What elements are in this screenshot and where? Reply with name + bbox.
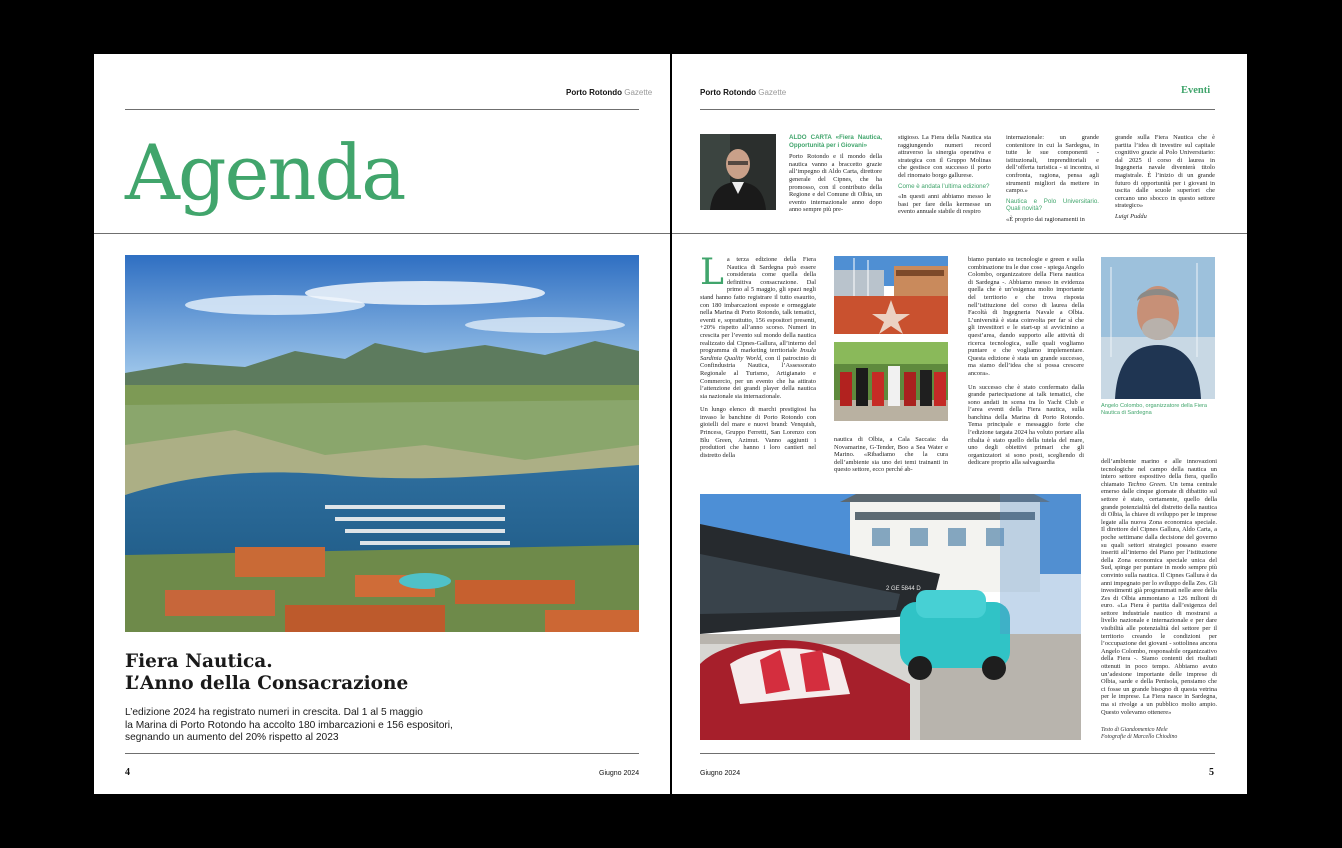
photo-credits: Testo di Giandomenico Mele Fotografie di Marcello Chiodino xyxy=(1101,727,1178,740)
boat-registration: 2 GE 5844 D xyxy=(886,586,921,592)
footer-rule xyxy=(700,753,1215,754)
article-column-4: dell’ambiente marino e alle innovazioni tecnologiche nel campo della nautica un intero settore espositivo della fiera, quello chiamato Techno Green. Un tema centrale emerso dalle cinque giornate di dibattito sul settore è stato, certamente, quello della grande potenzialità del distretto della nautica di Olbia, la chiave di sviluppo per le imprese legate alla nuova Zona economica speciale. Il direttore del Cipnes Gallura, Aldo Carta, a poche settimane dalla decisione del governo su quali settori strategici possano essere inseriti all’interno del Piano per l’istituzione della Zona economica speciale unica del Sud, spinge per puntare in modo sempre più convinto sulla nautica. Il Cipnes Gallura è da anni impegnato per lo sviluppo della Zes. Gli investimenti già programmati nelle aree della Zes di Olbia ammontano a 126 milioni di euro. «La Fiera è partita dall’esigenza del settore industriale nautico di mostrarsi a livello nazionale e internazionale e per dare visibilità alle potenzialità del settore per il territorio creando le condizioni per l’occupazione dei giovani - sottolinea ancora Angelo Colombo, responsabile organizzativo della Fiera -. Siamo contenti dei risultati ottenuti in poco tempo. Abbiamo avuto un’adesione importante delle imprese di Olbia, sarde e della Penisola, pensiamo che ci fosse un grande bisogno di questa vetrina per le imprese. La Fiera nasce in Sardegna, ma si rivolge a un pubblico molto ampio. Questo volevamo ottenere» xyxy=(1101,458,1217,716)
angelo-colombo-portrait xyxy=(1101,257,1215,399)
drop-cap: L xyxy=(700,256,724,293)
page-number: 4 xyxy=(125,767,130,778)
section-title: Agenda xyxy=(125,128,405,217)
aerial-marina-photo xyxy=(125,255,639,632)
right-page xyxy=(672,54,1247,794)
folk-dancers-photo xyxy=(834,342,948,421)
interview-column-3: internazionale: un grande contenitore in cui la Sardegna, in tutte le sue componenti - istituzionali, imprenditoriali e dell’offerta turistica - si incontra, si confronta, ragiona, pensa agli strumenti migliori da mettere in campo.» Nautica e Polo Universitario. Quali novità? «È proprio dai ragionamenti in xyxy=(1006,134,1099,223)
interview-column-1: ALDO CARTA «Fiera Nautica, Opportunità per i Giovani» Porto Rotondo e il mondo della nautica vanno a braccetto grazie all’impegno di Aldo Carta, direttore generale del Cipnes, che ha promosso, con il contributo della Regione e del Comune di Olbia, un evento internazionale anno dopo anno sempre più pre- xyxy=(789,134,882,214)
issue-date: Giugno 2024 xyxy=(700,770,741,777)
article-column-3: biamo puntato su tecnologie e green e sulla combinazione tra le due cose - spiega Angelo Colombo, organizzatore della Fiera nautica di Sardegna -. Abbiamo messo in evidenza quella che è un’esigenza molto importante del territorio e che trova risposta nell’istituzione del corso di laurea della Facoltà di Ingegneria Navale a Olbia. L’università è stata coinvolta per far sì che gli investitori e le start-up si avvicinino a quest’area, dando supporto alle attività di ricerca tecnologica, sulle quali vogliamo puntare e che vogliamo implementare. Questa edizione è stata un grande successo, ma siamo dell’idea che si possa crescere ancora». Un successo che è stato confermato dalla grande partecipazione ai talk tematici, che sono andati in scena tra lo Yacht Club e l’area eventi della Fiera nautica, sulla banchina della Marina di Porto Rotondo. Tema principale e messaggio forte che l’edizione targata 2024 ha voluto portare alla ribalta è stato quello della tutela del mare, uno degli obiettivi primari che gli organizzatori si sono posti, scegliendo di dedicare proprio alla salvaguardia xyxy=(968,256,1084,467)
interview-column-2: stigioso. La Fiera della Nautica sta raggiungendo numeri record attraverso la sinergia operativa e strategica con il Gruppo Molinas che gestisce con successo il porto del rinomato borgo gallurese. Come è andata l’ultima edizione? «In questi anni abbiamo messo le basi per fare della kermesse un evento annuale stabile di respiro xyxy=(898,134,991,216)
article-headline: Fiera Nautica. L’Anno della Consacrazione xyxy=(125,651,409,694)
section-rule xyxy=(672,233,1247,234)
boat-and-car-photo xyxy=(700,494,1081,740)
footer-rule xyxy=(125,753,639,754)
portrait-caption: Angelo Colombo, organizzatore della Fiera Nautica di Sardegna xyxy=(1101,403,1208,416)
header-rule xyxy=(700,109,1215,110)
issue-date: Giugno 2024 xyxy=(599,770,640,777)
header-rule xyxy=(125,109,639,110)
page-number: 5 xyxy=(1209,767,1214,778)
left-page xyxy=(94,54,670,794)
article-column-1: L a terza edizione della Fiera Nautica di Sardegna può essere considerata come quella della definitiva consacrazione. Dal primo al 5 maggio, gli spazi negli stand hanno fatto registrare il tutto esaurito, con 180 imbarcazioni esposte e ormeggiate nella Marina di Porto Rotondo, talk tematici, eventi e, soprattutto, 156 espositori presenti, +20% rispetto all’anno scorso. Numeri in crescita per l’evento sul mondo della nautica realizzato dal Cipnes-Gallura, all’interno del programma di marketing territoriale Insula Sardinia Quality World, con il patrocinio di Confindustria Nautica, l’Assessorato Regionale al Turismo, Artigianato e Commercio, per un evento che ha attirato l’attenzione dei grandi player della nautica sia nazionale sia internazionale. Un lungo elenco di marchi prestigiosi ha invaso le banchine di Porto Rotondo con gioielli del mare e nuovi brand: Venquish, Princess, Gruppo Ferretti, San Lorenzo con Blu Green, Azimut. Vanno aggiunti i produttori che hanno i loro cantieri nel distretto della xyxy=(700,256,816,459)
article-column-2: nautica di Olbia, a Cala Saccaia: da Novamarine, G-Tender, Boo a Sea Water e Marino. «Ribadiamo che la cura dell’ambiente sia uno dei temi trainanti in questo settore, ecco perché ab- xyxy=(834,436,948,474)
marina-quay-photo xyxy=(834,256,948,334)
brand-masthead: Porto Rotondo Gazette xyxy=(700,88,787,97)
section-label: Eventi xyxy=(1181,85,1211,96)
article-dek: L’edizione 2024 ha registrato numeri in crescita. Dal 1 al 5 maggio la Marina di Porto Rotondo ha accolto 180 imbarcazioni e 156 espositori, segnando un aumento del 20% rispetto al 2023 xyxy=(125,707,453,743)
aldo-carta-portrait xyxy=(700,134,776,210)
brand-masthead: Porto Rotondo Gazette xyxy=(566,88,653,97)
section-rule xyxy=(94,233,670,234)
interview-column-4: grande sulla Fiera Nautica che è partita l’idea di investire sul capitale cognitivo grazie al Polo Universitario: dal 2025 il corso di laurea in Ingegneria navale diventerà titolo magistrale. È l’inizio di un grande futuro di opportunità per i giovani in uscita dalle scuole superiori che cercano uno sbocco in questo settore strategico» Luigi Puddu xyxy=(1115,134,1215,220)
